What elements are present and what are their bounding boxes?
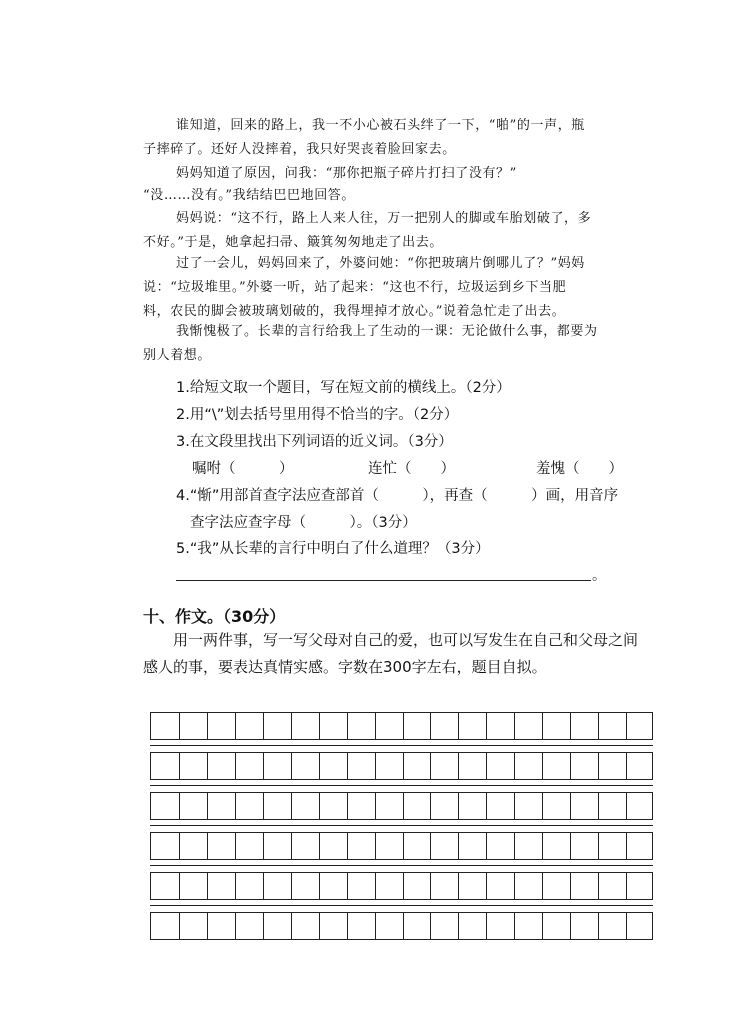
grid-gap-line <box>150 865 653 866</box>
grid-cell-divider <box>375 833 376 859</box>
grid-cell-divider <box>598 753 599 779</box>
question-5: 5.“我”从长辈的言行中明白了什么道理？（3分） <box>176 541 490 557</box>
grid-cell-divider <box>179 873 180 899</box>
grid-cell-divider <box>347 913 348 939</box>
grid-cell-divider <box>598 833 599 859</box>
grid-cell-divider <box>235 873 236 899</box>
passage-paragraph-3 <box>143 184 671 208</box>
passage-line: 子摔碎了。还好人没摔着，我只好哭丧着脸回家去。 <box>143 142 456 157</box>
grid-cell-divider <box>235 833 236 859</box>
passage-line: 妈妈知道了原因，问我：“那你把瓶子碎片打扫了没有？” <box>176 166 517 181</box>
grid-cell-divider <box>347 833 348 859</box>
question-3-word-3: 羞愧（ ） <box>536 461 623 477</box>
grid-cell-divider <box>347 753 348 779</box>
grid-cell-divider <box>486 873 487 899</box>
grid-cell-divider <box>542 913 543 939</box>
grid-cell-divider <box>375 793 376 819</box>
grid-row[interactable] <box>150 912 653 940</box>
grid-gap-line <box>150 905 653 906</box>
question-2: 2.用“\”划去括号里用得不恰当的字。（2分） <box>176 407 459 423</box>
grid-cell-divider <box>458 713 459 739</box>
grid-row[interactable] <box>150 752 653 780</box>
grid-cell-divider <box>179 793 180 819</box>
grid-cell-divider <box>430 913 431 939</box>
grid-cell-divider <box>458 873 459 899</box>
grid-cell-divider <box>207 913 208 939</box>
passage-line: 妈妈说：“这不行，路上人来人往，万一把别人的脚或车胎划破了，多 <box>176 211 592 226</box>
grid-cell-divider <box>207 793 208 819</box>
grid-cell-divider <box>486 753 487 779</box>
passage-paragraph-1 <box>143 114 671 162</box>
grid-gap-line <box>150 785 653 786</box>
answer-line-end: 。 <box>592 568 606 584</box>
instruction-line: 感人的事，要表达真情实感。字数在300字左右，题目自拟。 <box>143 658 547 676</box>
grid-cell-divider <box>486 713 487 739</box>
grid-cell-divider <box>430 753 431 779</box>
grid-cell-divider <box>179 913 180 939</box>
grid-cell-divider <box>458 793 459 819</box>
grid-cell-divider <box>235 713 236 739</box>
passage-line: 我惭愧极了。长辈的言行给我上了生动的一课：无论做什么事，都要为 <box>176 324 598 339</box>
grid-cell-divider <box>626 753 627 779</box>
grid-cell-divider <box>403 713 404 739</box>
grid-cell-divider <box>179 753 180 779</box>
grid-cell-divider <box>235 793 236 819</box>
grid-cell-divider <box>235 913 236 939</box>
grid-row[interactable] <box>150 872 653 900</box>
grid-cell-divider <box>626 913 627 939</box>
grid-cell-divider <box>319 913 320 939</box>
grid-cell-divider <box>542 793 543 819</box>
passage-line: 说：“垃圾堆里。”外婆一听，站了起来：“这也不行，垃圾运到乡下当肥 <box>143 280 567 295</box>
grid-cell-divider <box>291 833 292 859</box>
question-3-word-2: 连忙（ ） <box>368 461 455 477</box>
grid-gap-line <box>150 825 653 826</box>
passage-paragraph-5 <box>143 252 671 324</box>
question-3-word-1: 嘱咐（ ） <box>192 461 294 477</box>
grid-cell-divider <box>319 753 320 779</box>
grid-cell-divider <box>598 713 599 739</box>
grid-cell-divider <box>263 753 264 779</box>
grid-cell-divider <box>207 833 208 859</box>
section-heading: 十、作文。（30分） <box>143 607 286 626</box>
grid-gap-line <box>150 745 653 746</box>
question-3: 3.在文段里找出下列词语的近义词。（3分） <box>176 434 453 450</box>
grid-cell-divider <box>235 753 236 779</box>
grid-cell-divider <box>179 833 180 859</box>
passage-line: “没……没有。”我结结巴巴地回答。 <box>143 188 355 203</box>
grid-cell-divider <box>263 913 264 939</box>
grid-cell-divider <box>570 833 571 859</box>
grid-cell-divider <box>458 753 459 779</box>
passage-line: 过了一会儿，妈妈回来了，外婆问她：“你把玻璃片倒哪儿了？”妈妈 <box>176 256 585 271</box>
grid-cell-divider <box>403 833 404 859</box>
grid-cell-divider <box>570 873 571 899</box>
passage-paragraph-6 <box>143 320 671 368</box>
grid-cell-divider <box>458 913 459 939</box>
grid-cell-divider <box>514 913 515 939</box>
grid-cell-divider <box>430 833 431 859</box>
grid-cell-divider <box>207 713 208 739</box>
grid-cell-divider <box>570 793 571 819</box>
grid-cell-divider <box>430 793 431 819</box>
grid-cell-divider <box>403 753 404 779</box>
composition-instructions <box>143 627 673 681</box>
grid-cell-divider <box>347 793 348 819</box>
grid-cell-divider <box>375 913 376 939</box>
grid-cell-divider <box>514 753 515 779</box>
grid-cell-divider <box>291 913 292 939</box>
grid-cell-divider <box>347 713 348 739</box>
grid-cell-divider <box>570 753 571 779</box>
grid-cell-divider <box>542 833 543 859</box>
grid-cell-divider <box>514 713 515 739</box>
grid-cell-divider <box>514 873 515 899</box>
grid-cell-divider <box>263 873 264 899</box>
grid-cell-divider <box>626 713 627 739</box>
grid-cell-divider <box>319 873 320 899</box>
grid-cell-divider <box>291 873 292 899</box>
grid-cell-divider <box>598 873 599 899</box>
grid-cell-divider <box>263 793 264 819</box>
grid-cell-divider <box>291 713 292 739</box>
grid-cell-divider <box>542 873 543 899</box>
instruction-line: 用一两件事，写一写父母对自己的爱，也可以写发生在自己和父母之间 <box>173 631 639 649</box>
answer-line[interactable] <box>176 580 591 581</box>
passage-line: 料，农民的脚会被玻璃划破的，我得埋掉才放心。”说着急忙走了出去。 <box>143 304 566 319</box>
grid-row[interactable] <box>150 712 653 740</box>
grid-cell-divider <box>375 713 376 739</box>
grid-cell-divider <box>179 713 180 739</box>
question-1: 1.给短文取一个题目，写在短文前的横线上。（2分） <box>176 380 511 396</box>
grid-cell-divider <box>626 833 627 859</box>
grid-cell-divider <box>375 873 376 899</box>
grid-cell-divider <box>598 913 599 939</box>
grid-cell-divider <box>598 793 599 819</box>
grid-cell-divider <box>514 793 515 819</box>
grid-cell-divider <box>542 753 543 779</box>
question-4-line-1: 4.“惭”用部首查字法应查部首（ ），再查（ ）画，用音序 <box>176 488 619 504</box>
grid-cell-divider <box>570 713 571 739</box>
grid-cell-divider <box>207 753 208 779</box>
grid-cell-divider <box>375 753 376 779</box>
grid-cell-divider <box>626 793 627 819</box>
grid-cell-divider <box>403 913 404 939</box>
grid-cell-divider <box>319 833 320 859</box>
grid-cell-divider <box>291 753 292 779</box>
grid-cell-divider <box>514 833 515 859</box>
grid-cell-divider <box>458 833 459 859</box>
grid-cell-divider <box>486 913 487 939</box>
passage-line: 别人着想。 <box>143 348 212 363</box>
grid-cell-divider <box>403 793 404 819</box>
passage-line: 谁知道，回来的路上，我一不小心被石头绊了一下，“啪”的一声，瓶 <box>176 118 585 133</box>
grid-cell-divider <box>207 873 208 899</box>
grid-row[interactable] <box>150 832 653 860</box>
grid-cell-divider <box>291 793 292 819</box>
grid-cell-divider <box>430 713 431 739</box>
grid-cell-divider <box>570 913 571 939</box>
question-4-line-2: 查字法应查字母（ ）。（3分） <box>190 515 417 531</box>
passage-line: 不好。”于是，她拿起扫帚、簸箕匆匆地走了出去。 <box>143 235 443 250</box>
grid-cell-divider <box>626 873 627 899</box>
grid-cell-divider <box>263 713 264 739</box>
grid-cell-divider <box>263 833 264 859</box>
grid-cell-divider <box>403 873 404 899</box>
grid-cell-divider <box>486 833 487 859</box>
passage-paragraph-4 <box>143 207 671 255</box>
grid-cell-divider <box>319 713 320 739</box>
grid-cell-divider <box>347 873 348 899</box>
grid-cell-divider <box>319 793 320 819</box>
grid-cell-divider <box>486 793 487 819</box>
passage-paragraph-2 <box>143 162 671 186</box>
grid-cell-divider <box>430 873 431 899</box>
grid-row[interactable] <box>150 792 653 820</box>
grid-cell-divider <box>542 713 543 739</box>
